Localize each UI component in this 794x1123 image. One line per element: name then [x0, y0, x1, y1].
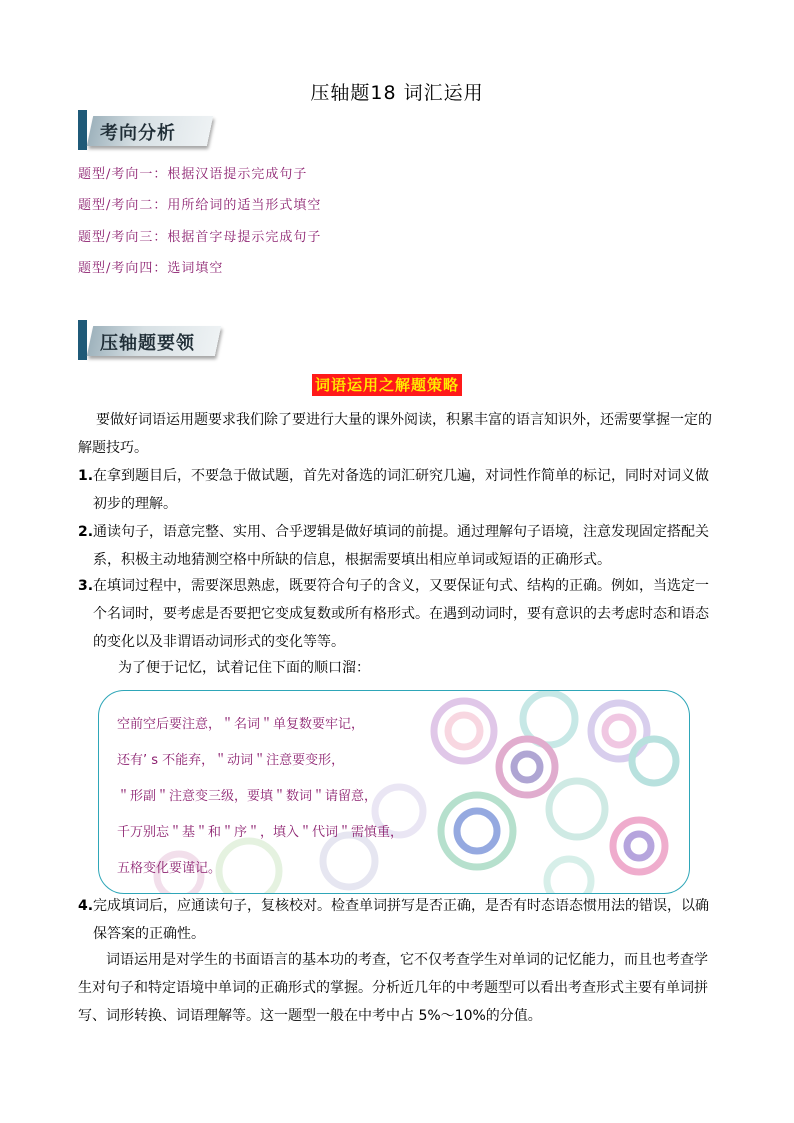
tip-text: 通读句子，语意完整、实用、合乎逻辑是做好填词的前提。通过理解句子语境，注意发现固定搭配关系，积极主动地猜测空格中所缺的信息，根据需要填出相应单词或短语的正确形式。 — [93, 524, 709, 568]
banner-text: 压轴题要领 — [100, 333, 195, 354]
banner-accent-bar — [78, 110, 87, 150]
page-title: 压轴题18 词汇运用 — [310, 82, 484, 104]
rhyme-line: 还有’ s 不能弃，＂动词＂注意要变形， — [117, 753, 345, 768]
rhyme-line: 五格变化要谨记。 — [117, 861, 222, 876]
tip-text: 在拿到题目后，不要急于做试题，首先对备选的词汇研究几遍，对词性作简单的标记，同时对词义做初步的理解。 — [93, 468, 709, 512]
question-type-item: 题型/考向二：用所给词的适当形式填空 — [78, 198, 322, 213]
memo-intro: 为了便于记忆，试着记住下面的顺口溜： — [118, 660, 370, 676]
tip-item-3 — [78, 572, 718, 656]
section-banner-analysis — [78, 110, 210, 150]
banner-text: 考向分析 — [100, 123, 176, 144]
tip-item-2 — [78, 518, 718, 574]
tip-text: 完成填词后，应通读句子，复核校对。检查单词拼写是否正确，是否有时态语态惯用法的错误，以确保答案的正确性。 — [93, 898, 709, 942]
rhyme-line: ＂形副＂注意变三级，要填＂数词＂请留意， — [117, 789, 378, 804]
section-banner-essentials — [78, 320, 218, 360]
tip-item-1 — [78, 462, 718, 518]
banner-accent-bar — [78, 320, 87, 360]
rhyme-line: 千万别忘＂基＂和＂序＂，填入＂代词＂需慎重， — [117, 825, 404, 840]
question-type-item: 题型/考向四：选词填空 — [78, 261, 224, 276]
question-type-item: 题型/考向三：根据首字母提示完成句子 — [78, 230, 322, 245]
rhyme-line: 空前空后要注意，＂名词＂单复数要牢记， — [117, 717, 365, 732]
question-type-item: 题型/考向一：根据汉语提示完成句子 — [78, 167, 308, 182]
strategy-title: 词语运用之解题策略 — [312, 374, 462, 396]
tip-text: 在填词过程中，需要深思熟虑，既要符合句子的含义，又要保证句式、结构的正确。例如，当选定一个名词时，要考虑是否要把它变成复数或所有格形式。在遇到动词时，要有意识的去考虑时态和语态的变化以及非谓语动词形式的变化等等。 — [93, 578, 709, 650]
tip-number: 1. — [78, 468, 94, 484]
tip-item-4 — [78, 892, 718, 948]
tip-number: 3. — [78, 578, 94, 594]
rhyme-box — [98, 690, 690, 894]
closing-paragraph: 词语运用是对学生的书面语言的基本功的考查，它不仅考查学生对单词的记忆能力，而且也考查学生对句子和特定语境中单词的正确形式的掌握。分析近几年的中考题型可以看出考查形式主要有单词拼写、词形转换、词语理解等。这一题型一般在中考中占 5%～10%的分值。 — [78, 952, 708, 1024]
tip-number: 2. — [78, 524, 94, 540]
tip-number: 4. — [78, 898, 94, 914]
intro-paragraph: 要做好词语运用题要求我们除了要进行大量的课外阅读，积累丰富的语言知识外，还需要掌握一定的解题技巧。 — [78, 412, 712, 456]
